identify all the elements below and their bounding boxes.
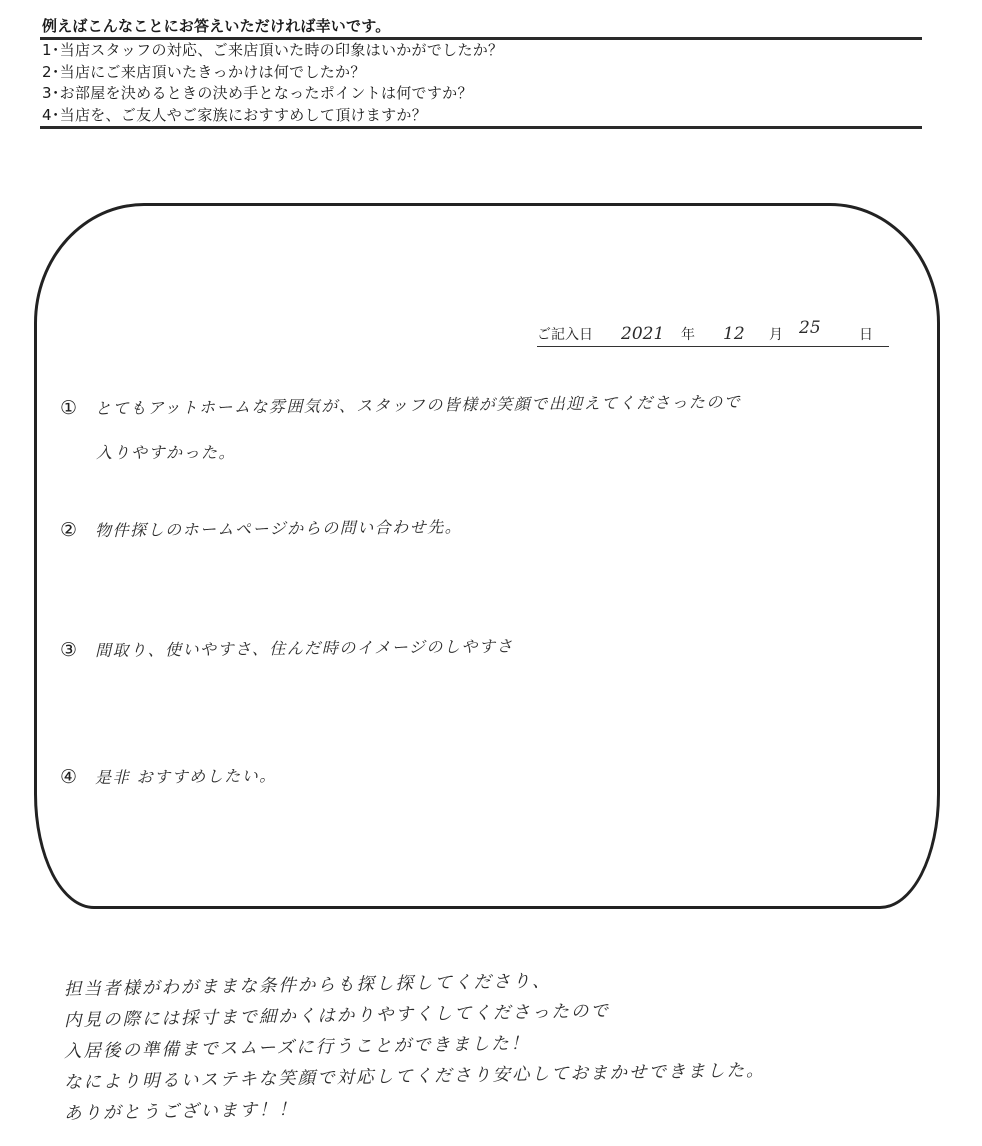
question-3: 3･お部屋を決めるときの決め手となったポイントは何ですか？ bbox=[42, 84, 473, 102]
answer-1-number: ① bbox=[60, 397, 78, 419]
date-field bbox=[537, 318, 889, 347]
answer-4 bbox=[60, 765, 277, 788]
answer-1-text: とてもアットホームな雰囲気が、スタッフの皆様が笑顔で出迎えてくださったので bbox=[95, 392, 742, 418]
date-day-unit: 日 bbox=[859, 327, 873, 343]
date-year: 2021 bbox=[621, 324, 665, 344]
comment-line-4: なにより明るいステキな笑顔で対応してくださり安心しておまかせできました。 bbox=[63, 1060, 766, 1093]
answer-4-text: 是非 おすすめしたい。 bbox=[95, 766, 277, 787]
comment-line-1: 担当者様がわがままな条件からも探し探してくださり、 bbox=[63, 971, 552, 1000]
date-label: ご記入日 bbox=[537, 327, 593, 343]
question-list bbox=[42, 40, 922, 126]
date-month-unit: 月 bbox=[769, 327, 783, 343]
date-year-unit: 年 bbox=[681, 327, 695, 343]
answer-1-continuation: 入りやすかった。 bbox=[96, 443, 237, 462]
answer-3 bbox=[60, 638, 514, 661]
answer-2-text: 物件探しのホームページからの問い合わせ先。 bbox=[95, 517, 463, 540]
answer-3-number: ③ bbox=[60, 639, 78, 661]
comment-line-5: ありがとうございます！！ bbox=[63, 1099, 299, 1124]
answer-box bbox=[34, 203, 940, 909]
answer-4-number: ④ bbox=[60, 766, 78, 788]
answer-2-number: ② bbox=[60, 519, 78, 541]
date-day: 25 bbox=[799, 318, 821, 338]
comment-line-2: 内見の際には採寸まで細かくはかりやすくしてくださったので bbox=[63, 1001, 611, 1031]
questions-divider bbox=[40, 126, 922, 129]
question-1: 1･当店スタッフの対応、ご来店頂いた時の印象はいかがでしたか？ bbox=[42, 41, 504, 59]
answer-2 bbox=[60, 518, 462, 541]
answer-3-text: 間取り、使いやすさ、住んだ時のイメージのしやすさ bbox=[95, 636, 515, 660]
date-month: 12 bbox=[723, 324, 745, 344]
question-4: 4･当店を、ご友人やご家族におすすめして頂けますか？ bbox=[42, 105, 427, 124]
question-2: 2･当店にご来店頂いたきっかけは何でしたか？ bbox=[42, 62, 366, 81]
free-comment bbox=[63, 971, 864, 1130]
answer-1 bbox=[60, 392, 742, 419]
header-title: 例えばこんなことにお答えいただければ幸いです。 bbox=[42, 17, 391, 35]
questionnaire-header bbox=[42, 16, 922, 129]
comment-line-3: 入居後の準備までスムーズに行うことができました！ bbox=[63, 1033, 531, 1062]
